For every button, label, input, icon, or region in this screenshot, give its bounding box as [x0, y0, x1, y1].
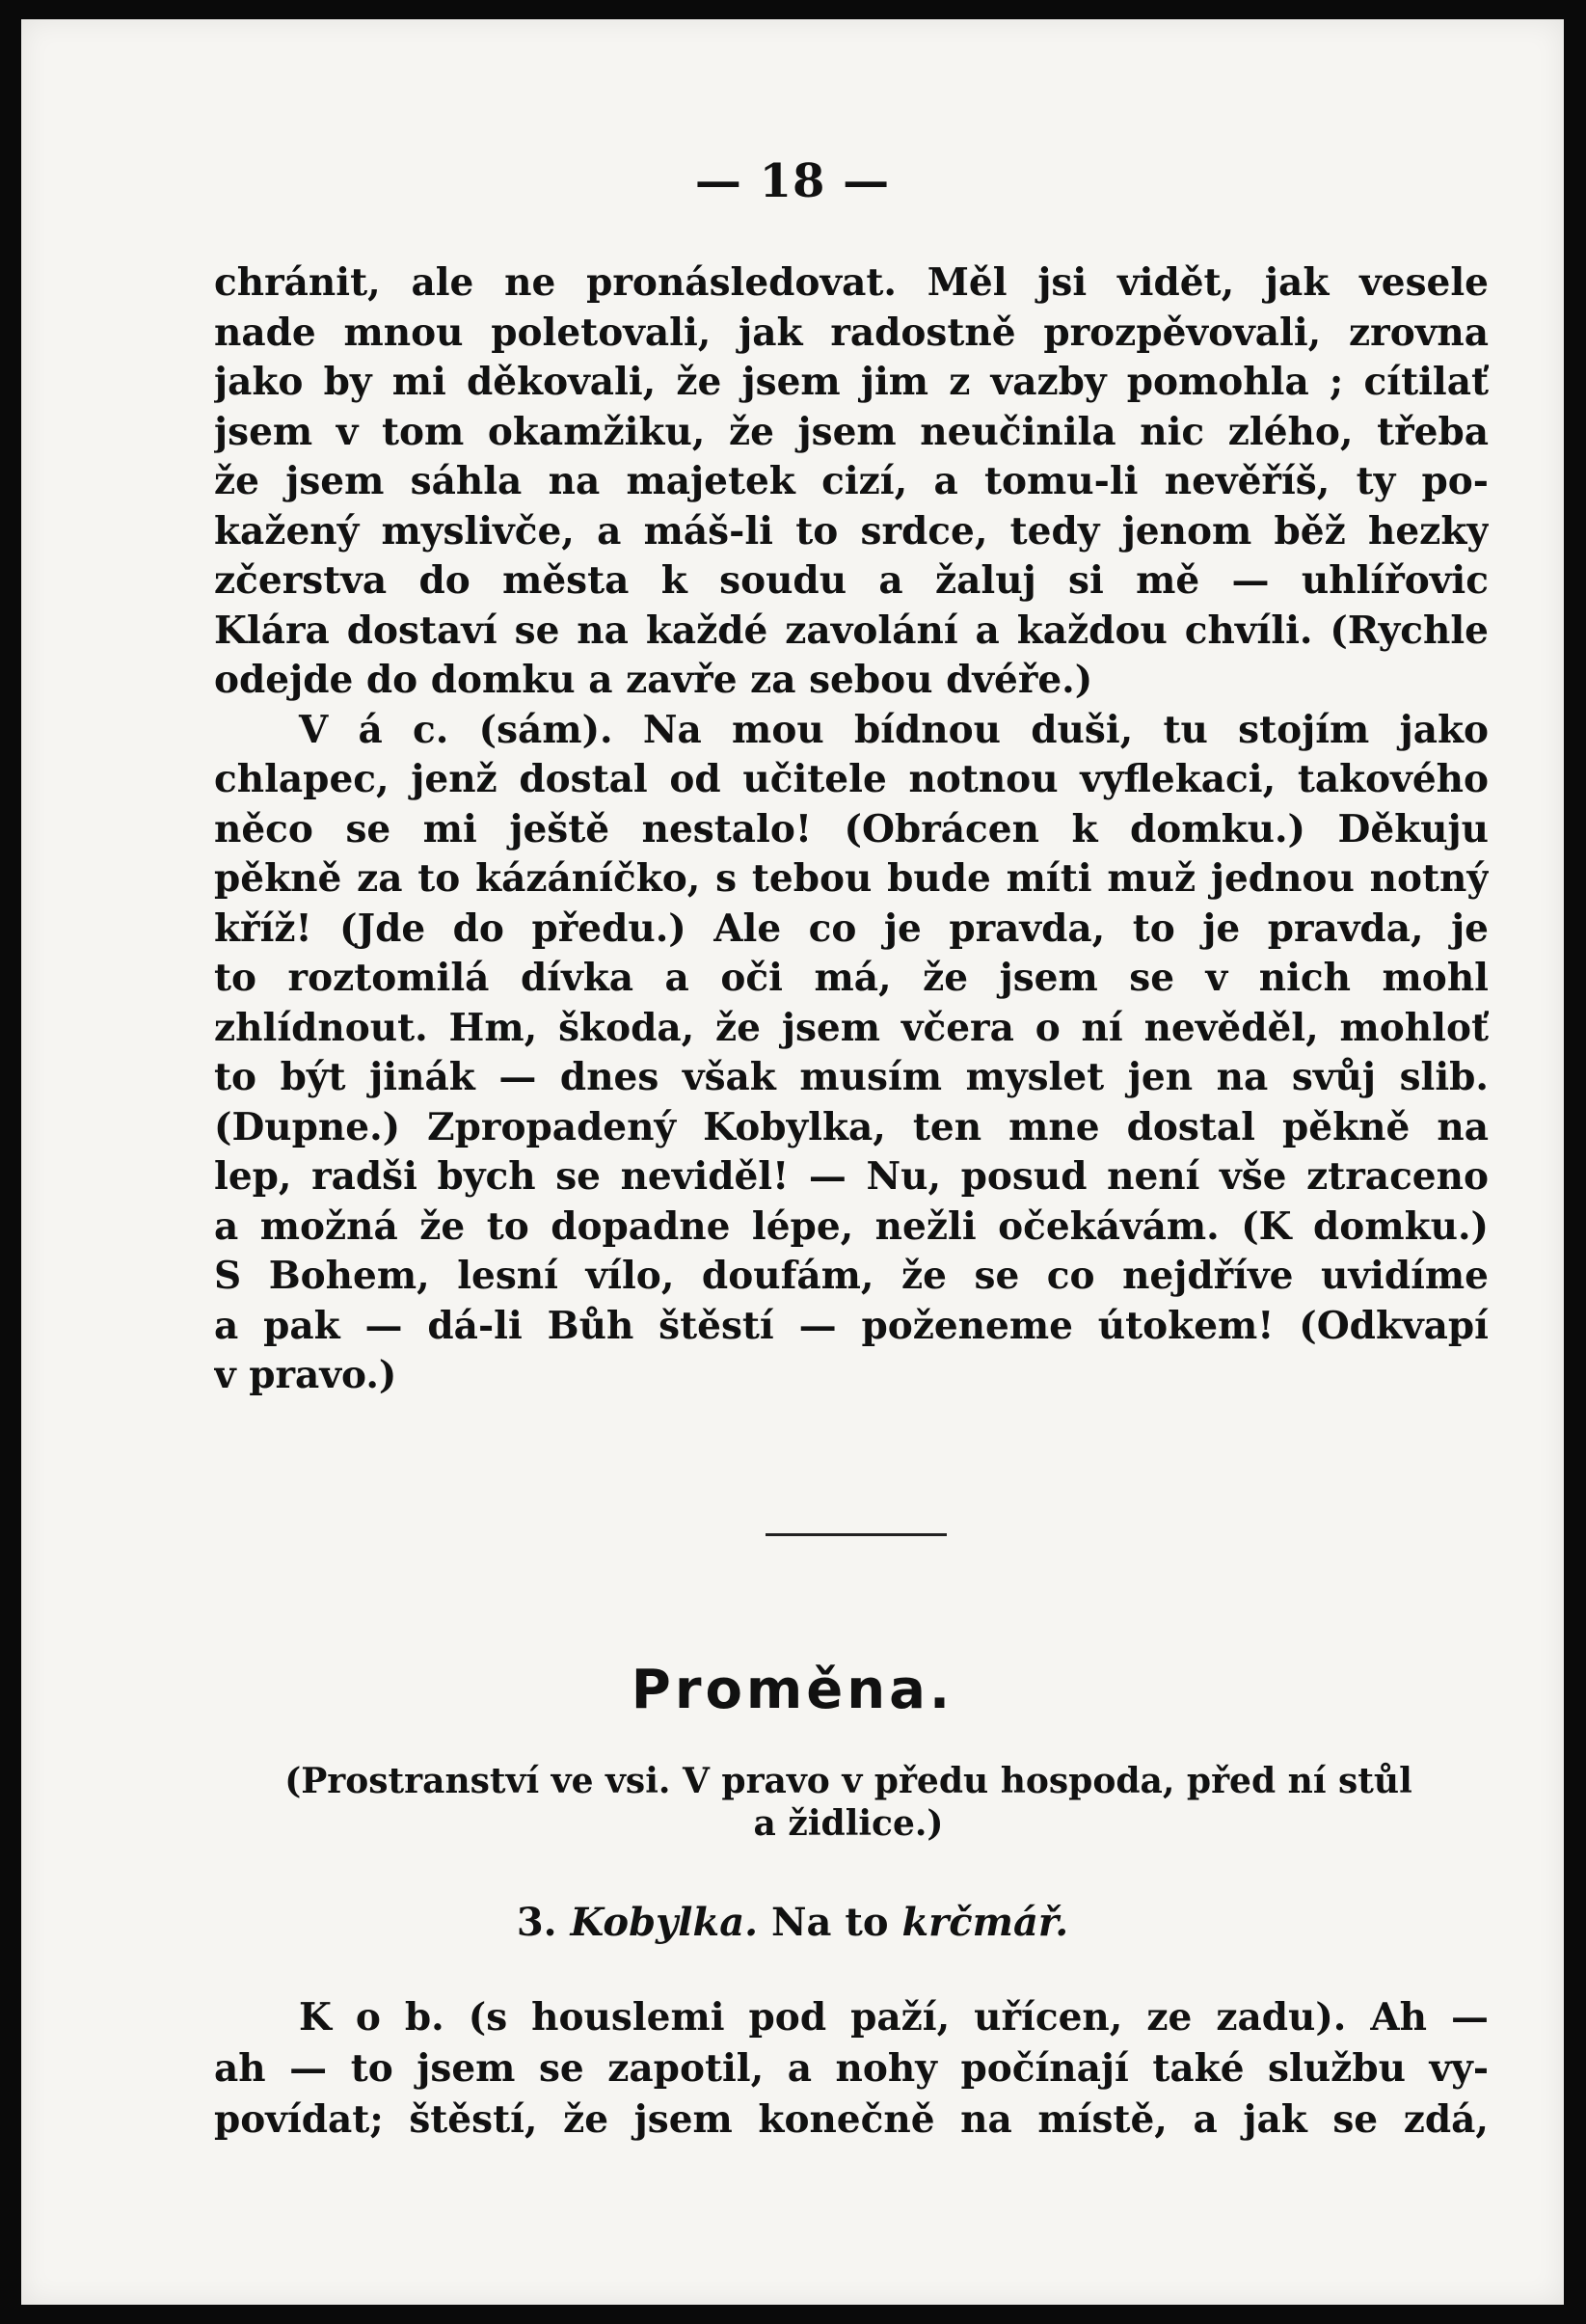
text-line: S Bohem, lesní vílo, doufám, že se co nejdříve uvidíme [214, 1254, 1489, 1298]
main-paragraph [214, 258, 1489, 1401]
scene-character-1: Kobylka. [570, 1900, 759, 1945]
text-line: a možná že to dopadne lépe, nežli očekávám. (K domku.) [214, 1203, 1489, 1249]
second-paragraph [214, 1992, 1489, 2146]
text-line: pěkně za to kázáníčko, s tebou bude míti muž jednou notný [214, 856, 1489, 901]
text-line: nade mnou poletovali, jak radostně prozpěvovali, zrovna [214, 310, 1489, 355]
text-line: zhlídnout. Hm, škoda, že jsem včera o ní nevěděl, mohloť [214, 1005, 1489, 1050]
scene-heading-middle: Na to [758, 1900, 902, 1945]
scene-character-2: krčmář. [901, 1900, 1069, 1945]
text-line: chránit, ale ne pronásledovat. Měl jsi vidět, jak vesele [214, 260, 1489, 305]
text-line: Klára dostaví se na každé zavolání a každou chvíli. (Rychle [214, 608, 1489, 653]
section-separator [766, 1533, 947, 1536]
text-line: to být jinák — dnes však musím myslet jen na svůj slib. [214, 1055, 1489, 1099]
text-line: povídat; štěstí, že jsem konečně na místě, a jak se zdá, [214, 2097, 1489, 2142]
text-line: V á c. (sám). Na mou bídnou duši, tu stojím jako [299, 707, 1489, 752]
text-line: v pravo.) [214, 1353, 397, 1397]
scene-description: (Prostranství ve vsi. V pravo v předu hospoda, před ní stůl a židlice.) [284, 1761, 1412, 1844]
text-line: odejde do domku a zavře za sebou dvéře.) [214, 658, 1093, 702]
book-page [21, 19, 1564, 2305]
text-line: a pak — dá-li Bůh štěstí — poženeme útokem! (Odkvapí [214, 1303, 1489, 1348]
text-line: chlapec, jenž dostal od učitele notnou vyflekaci, takového [214, 757, 1489, 801]
text-line: lep, radši bych se neviděl! — Nu, posud není vše ztraceno [214, 1154, 1489, 1199]
text-line: (Dupne.) Zpropadený Kobylka, ten mne dostal pěkně na [214, 1104, 1489, 1149]
text-line: kříž! (Jde do předu.) Ale co je pravda, to je pravda, je [214, 905, 1489, 951]
text-line: že jsem sáhla na majetek cizí, a tomu-li nevěříš, ty po- [214, 459, 1489, 503]
scene-heading [21, 1900, 1564, 1945]
text-line: jsem v tom okamžiku, že jsem neučinila nic zlého, třeba [214, 409, 1489, 454]
text-line: ah — to jsem se zapotil, a nohy počínají také službu vy- [214, 2046, 1489, 2091]
text-line: zčerstva do města k soudu a žaluj si mě — uhlířovic [214, 558, 1489, 603]
scene-title: Proměna. [631, 1659, 954, 1721]
text-line: to roztomilá dívka a oči má, že jsem se v nich mohl [214, 956, 1489, 1000]
text-line: něco se mi ještě nestalo! (Obrácen k domku.) Děkuju [214, 806, 1489, 851]
scene-number: 3. [516, 1900, 557, 1945]
text-line: jako by mi děkovali, že jsem jim z vazby pomohla ; cítilať [214, 360, 1489, 404]
text-line: kažený myslivče, a máš-li to srdce, tedy jenom běž hezky [214, 508, 1489, 554]
page-number: — 18 — [694, 154, 891, 208]
text-line: K o b. (s houslemi pod paží, uřícen, ze zadu). Ah — [299, 1995, 1489, 2040]
